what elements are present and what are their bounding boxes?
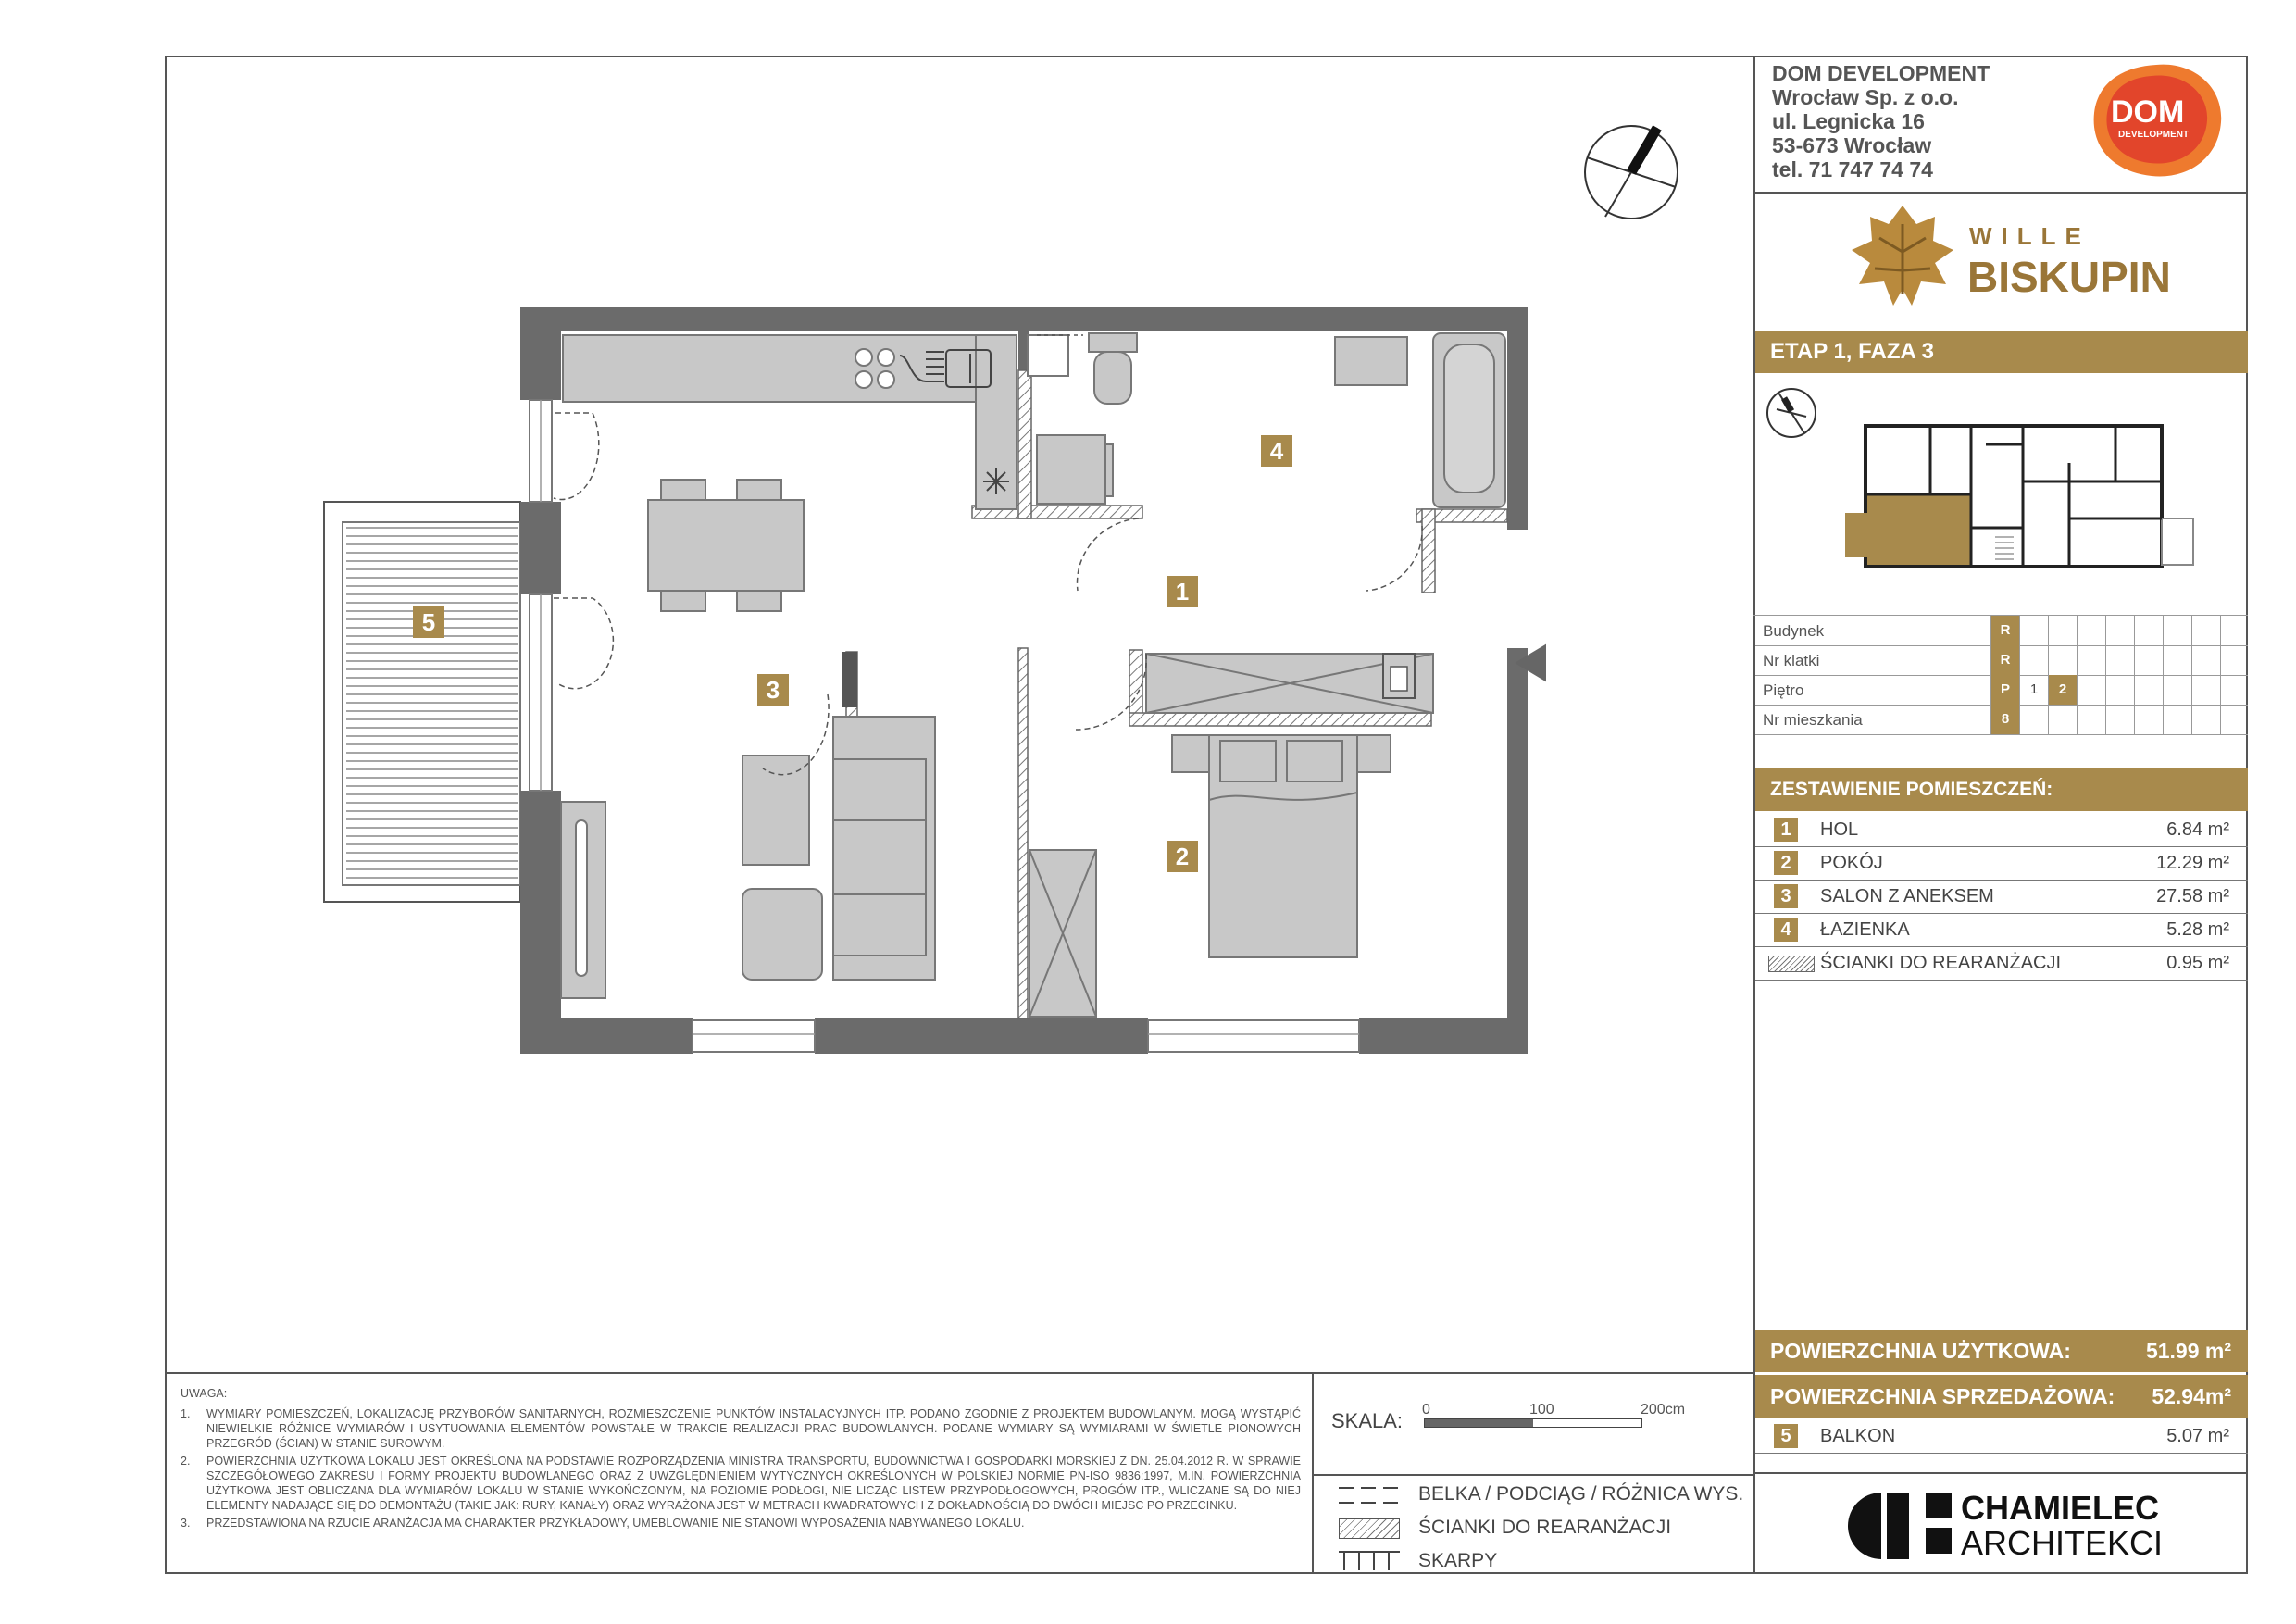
info-cell bbox=[2220, 705, 2249, 734]
info-cell bbox=[2105, 675, 2134, 705]
note-number: 3. bbox=[181, 1517, 191, 1530]
rooms-header: ZESTAWIENIE POMIESZCZEŃ: bbox=[1755, 768, 2248, 811]
wille-biskupin-logo bbox=[1842, 196, 2176, 317]
notes-title: UWAGA: bbox=[181, 1387, 228, 1400]
info-cell: 1 bbox=[2019, 675, 2048, 705]
note-text: WYMIARY POMIESZCZEŃ, LOKALIZACJĘ PRZYBORÓW SANITARNYCH, ROZMIESZCZENIE PUNKTÓW INSTALACYJNYCH ITP. PODANO ZGODNIE Z PROJEKTEM BUDOWLANYM. MOGĄ WYSTĄPIĆ NIEWIELKIE RÓŻNICE WYMIARÓW I USYTUOWANIA ELEMENTÓW POWSTAŁE W TRAKCIE REALIZACJI PRAC BUDOWLANYCH. PODANE WYMIARY SĄ WYMIARAMI W ŚWIETLE PIONOWYCH PRZEGRÓD (ŚCIAN) W STANIE SUROWYM. bbox=[206, 1407, 1301, 1450]
info-row-label: Nr klatki bbox=[1763, 652, 1820, 669]
logo-subtext: DEVELOPMENT bbox=[2118, 130, 2190, 140]
key-compass-icon bbox=[1767, 389, 1816, 437]
balcony bbox=[324, 502, 520, 902]
room-area: 12.29 m² bbox=[2156, 853, 2229, 873]
room-num: 3 bbox=[1774, 884, 1798, 908]
hatch-swatch bbox=[1768, 956, 1815, 972]
note-text: POWIERZCHNIA UŻYTKOWA LOKALU JEST OKREŚLONA NA PODSTAWIE ROZPORZĄDZENIA MINISTRA TRANSPORTU, BUDOWNICTWA I GOSPODARKI MORSKIEJ Z DN. 25.04.2012 R. W SPRAWIE SZCZEGÓŁOWEGO ZAKRESU I FORMY PROJEKTU BUDOWLANEGO ORAZ Z UWZGLĘDNIENIEM WYTYCZNYCH OKREŚLONYCH W POLSKIEJ NORMIE PN-ISO 9836:1997, M.IN. POWIERZCHNIA UŻYTKOWA JEST OBLICZANA DLA WYMIARÓW LOKALU W STANIE WYKOŃCZONYM, NA POZIOMIE PODŁOGI, NIE LICZĄC LISTEW PRZYPODŁOGOWYCH, PROGÓW ITP., WLICZANE SĄ DO NIEJ ELEMENTY NADAJĄCE SIĘ DO DEMONTAŻU (TAKIE JAK: RURY, KANAŁY) ORAZ WYRAŻONA JEST W METRACH KWADRATOWYCH Z DOKŁADNOŚCIĄ DO DWÓCH MIEJSC PO PRZECINKU. bbox=[206, 1455, 1301, 1512]
info-cell bbox=[2220, 645, 2249, 675]
info-cell bbox=[2077, 616, 2105, 645]
info-cell bbox=[2019, 705, 2048, 734]
scale-tick-0: 0 bbox=[1422, 1402, 1430, 1418]
info-cell bbox=[2019, 616, 2048, 645]
scale-bar bbox=[1424, 1418, 1642, 1428]
note-text: PRZEDSTAWIONA NA RZUCIE ARANŻACJA MA CHARAKTER PRZYKŁADOWY, UMEBLOWANIE NIE STANOWI WYPOSAŻENIA NABYWANEGO LOKALU. bbox=[206, 1517, 1025, 1530]
company-address bbox=[1772, 61, 1990, 181]
info-cell bbox=[2019, 645, 2048, 675]
bathroom-fixtures bbox=[1037, 333, 1505, 507]
usable-area-label: POWIERZCHNIA UŻYTKOWA: bbox=[1770, 1339, 2071, 1363]
info-row-label: Nr mieszkania bbox=[1763, 711, 1863, 729]
info-cell bbox=[2134, 645, 2163, 675]
room-name: SALON Z ANEKSEM bbox=[1820, 886, 1994, 906]
partitions-area: 0.95 m² bbox=[2166, 953, 2229, 973]
info-cell bbox=[2105, 616, 2134, 645]
note-item bbox=[181, 1516, 1301, 1530]
info-row bbox=[1755, 675, 2248, 706]
room-name: ŁAZIENKA bbox=[1820, 919, 1910, 940]
company-name: DOM DEVELOPMENT bbox=[1772, 61, 1990, 85]
info-row bbox=[1755, 705, 2248, 735]
info-cell bbox=[2077, 645, 2105, 675]
note-number: 2. bbox=[181, 1455, 191, 1468]
info-cell bbox=[2048, 645, 2077, 675]
info-cell bbox=[2105, 645, 2134, 675]
company-divider bbox=[1753, 192, 2248, 194]
partitions-name: ŚCIANKI DO REARANŻACJI bbox=[1820, 953, 2062, 973]
north-compass-icon bbox=[1579, 120, 1683, 224]
sale-area-row bbox=[1755, 1375, 2248, 1418]
sofa bbox=[561, 717, 935, 998]
room-name: HOL bbox=[1820, 819, 1859, 840]
scale-tick-200: 200cm bbox=[1641, 1402, 1686, 1418]
architect-square-2 bbox=[1926, 1528, 1952, 1554]
info-cell: R bbox=[1990, 645, 2019, 675]
room-row bbox=[1755, 846, 2248, 881]
architect-line1: CHAMIELEC bbox=[1961, 1489, 2159, 1527]
room-row bbox=[1755, 913, 2248, 947]
room-num: 4 bbox=[1774, 918, 1798, 942]
legend-beam: BELKA / PODCIĄG / RÓŻNICA WYS. bbox=[1418, 1483, 1744, 1505]
info-cell bbox=[2048, 616, 2077, 645]
legend-partitions: ŚCIANKI DO REARANŻACJI bbox=[1418, 1517, 1672, 1538]
plan-tag-2: 2 bbox=[1167, 841, 1198, 872]
info-cell bbox=[2134, 616, 2163, 645]
dining-table bbox=[648, 480, 804, 611]
info-cell: P bbox=[1990, 675, 2019, 705]
plan-tag-4: 4 bbox=[1261, 435, 1292, 467]
note-item bbox=[181, 1406, 1301, 1451]
notes bbox=[181, 1386, 1301, 1533]
oak-leaf-icon bbox=[1842, 196, 1963, 317]
room-row bbox=[1755, 880, 2248, 914]
info-cell bbox=[2163, 616, 2191, 645]
info-cell bbox=[2077, 705, 2105, 734]
room-area: 27.58 m² bbox=[2156, 886, 2229, 906]
architect-logo bbox=[1844, 1491, 2215, 1565]
usable-area-value: 51.99 m² bbox=[2145, 1339, 2231, 1363]
room-area: 6.84 m² bbox=[2166, 819, 2229, 840]
info-cell bbox=[2191, 616, 2220, 645]
bed bbox=[1172, 735, 1391, 957]
legend-divider bbox=[1312, 1372, 1314, 1574]
room-num: 1 bbox=[1774, 818, 1798, 842]
legend-reveal-symbol bbox=[1339, 1550, 1400, 1572]
plan-tag-3: 3 bbox=[757, 674, 789, 706]
notes-divider bbox=[165, 1372, 1753, 1374]
info-cell bbox=[2105, 705, 2134, 734]
info-cell bbox=[2134, 675, 2163, 705]
room-row bbox=[1755, 813, 2248, 847]
sale-area-value: 52.94m² bbox=[2152, 1384, 2231, 1408]
usable-area-row bbox=[1755, 1330, 2248, 1372]
info-row bbox=[1755, 645, 2248, 676]
info-cell bbox=[2134, 705, 2163, 734]
project-logo-top: WILLE bbox=[1969, 222, 2090, 250]
room-num: 2 bbox=[1774, 851, 1798, 875]
info-row bbox=[1755, 616, 2248, 646]
company-phone: tel. 71 747 74 74 bbox=[1772, 157, 1933, 181]
architect-square-1 bbox=[1926, 1493, 1952, 1518]
legend-beam-symbol bbox=[1339, 1485, 1400, 1505]
scale-tick-100: 100 bbox=[1529, 1402, 1554, 1418]
info-cell bbox=[2220, 675, 2249, 705]
company-line2: Wrocław Sp. z o.o. bbox=[1772, 85, 1959, 109]
chamielec-mark-icon bbox=[1844, 1491, 1933, 1561]
scale-divider bbox=[1312, 1474, 1753, 1476]
info-row-label: Budynek bbox=[1763, 622, 1825, 640]
company-street: ul. Legnicka 16 bbox=[1772, 109, 1925, 133]
balcony-name: BALKON bbox=[1820, 1426, 1896, 1446]
info-cell: 2 bbox=[2048, 675, 2077, 705]
note-item bbox=[181, 1454, 1301, 1513]
architect-line2: ARCHITEKCI bbox=[1961, 1524, 2164, 1562]
info-row-label: Piętro bbox=[1763, 681, 1804, 699]
notes-list bbox=[181, 1406, 1301, 1530]
info-cell bbox=[2191, 705, 2220, 734]
logo-text: DOM bbox=[2111, 94, 2185, 130]
architect-divider bbox=[1753, 1472, 2248, 1474]
balcony-area: 5.07 m² bbox=[2166, 1426, 2229, 1446]
info-cell bbox=[2163, 705, 2191, 734]
info-cell bbox=[2220, 616, 2249, 645]
legend-hatch-symbol bbox=[1339, 1518, 1400, 1539]
room-area: 5.28 m² bbox=[2166, 919, 2229, 940]
floor-plan bbox=[315, 296, 1546, 1074]
info-cell bbox=[2191, 645, 2220, 675]
info-cell bbox=[2077, 675, 2105, 705]
company-city: 53-673 Wrocław bbox=[1772, 133, 1932, 157]
info-cell bbox=[2191, 675, 2220, 705]
scale-bar-fill bbox=[1425, 1419, 1533, 1427]
info-cell: R bbox=[1990, 616, 2019, 645]
etap-header: ETAP 1, FAZA 3 bbox=[1755, 331, 2248, 373]
plan-tag-1: 1 bbox=[1167, 576, 1198, 607]
partitions-row bbox=[1755, 946, 2248, 981]
legend-reveals: SKARPY bbox=[1418, 1550, 1498, 1571]
plan-tag-5: 5 bbox=[413, 606, 444, 638]
balcony-row bbox=[1755, 1419, 2248, 1454]
room-name: POKÓJ bbox=[1820, 853, 1883, 873]
project-logo-bottom: BISKUPIN bbox=[1967, 253, 2171, 301]
key-plan bbox=[1764, 380, 2245, 583]
scale-label: SKALA: bbox=[1331, 1409, 1404, 1432]
info-cell bbox=[2048, 705, 2077, 734]
sale-area-label: POWIERZCHNIA SPRZEDAŻOWA: bbox=[1770, 1384, 2115, 1408]
info-cell bbox=[2163, 645, 2191, 675]
info-cell: 8 bbox=[1990, 705, 2019, 734]
balcony-num: 5 bbox=[1774, 1424, 1798, 1448]
note-number: 1. bbox=[181, 1407, 191, 1420]
info-cell bbox=[2163, 675, 2191, 705]
dom-development-logo bbox=[2087, 59, 2226, 181]
